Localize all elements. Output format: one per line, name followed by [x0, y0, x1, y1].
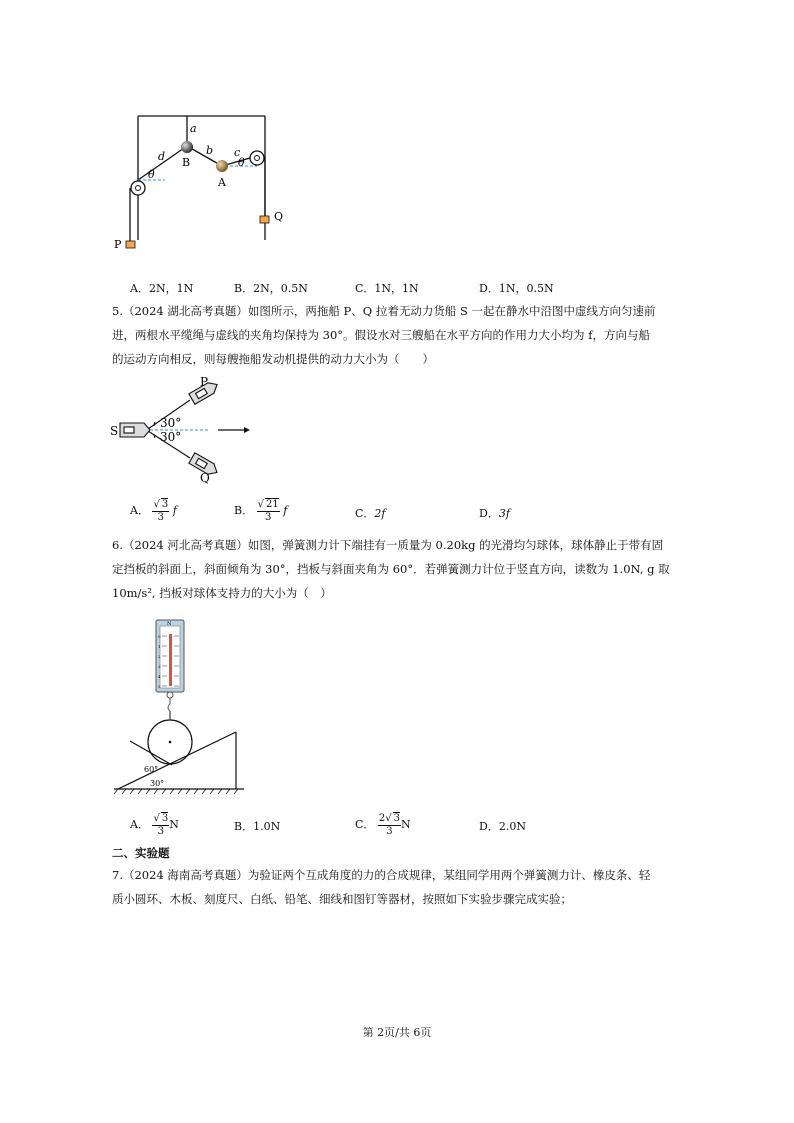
label-theta-left: θ	[148, 168, 155, 181]
label-c: c	[234, 146, 241, 159]
q5-line-2: 进，两根水平缆绳与虚线的夹角均保持为 30°。假设水对三艘船在水平方向的作用力大小均为 f，方向与船	[112, 328, 650, 342]
q5-option-b[interactable]: B． $\frac{√ 21}{3}$ f	[234, 499, 288, 523]
q4-option-d[interactable]: D．1N，0.5N	[479, 282, 554, 295]
label-d: d	[158, 150, 166, 163]
angle-label-top: 30°	[160, 416, 182, 430]
q5-line-1: 5.（2024 湖北高考真题）如图所示，两拖船 P、Q 拉着无动力货船 S 一起在静水中沿图中虚线方向匀速前	[112, 304, 656, 318]
label-P: P	[200, 375, 209, 389]
label-S: S	[110, 424, 119, 438]
pulley-figure	[110, 108, 300, 268]
q6-option-a[interactable]: A． $\frac{√ 3}{3}$ N	[130, 813, 179, 837]
label-Q: Q	[274, 210, 284, 223]
angle-30-label: 30°	[150, 779, 165, 788]
weight-Q	[260, 216, 269, 223]
tick-3: 3	[158, 664, 161, 669]
q5-option-c[interactable]: C．2f	[355, 507, 386, 520]
q6-option-b[interactable]: B．1.0N	[234, 820, 281, 833]
tick-0: 0	[158, 634, 161, 639]
label-B: B	[182, 156, 191, 169]
ball-A	[216, 160, 228, 172]
q4-option-c[interactable]: C．1N，1N	[355, 282, 419, 295]
label-b: b	[206, 144, 214, 157]
q7-line-1: 7.（2024 海南高考真题）为验证两个互成角度的力的合成规律，某组同学用两个弹簧测力计、橡皮条、轻	[112, 868, 651, 882]
q5-line-3: 的运动方向相反，则每艘拖船发动机提供的动力大小为（ ）	[112, 352, 434, 366]
q4-option-b[interactable]: B．2N，0.5N	[234, 282, 308, 295]
label-a: a	[190, 122, 197, 135]
scale-unit-N: N	[167, 621, 172, 627]
tick-4: 4	[158, 674, 161, 679]
tick-2: 2	[158, 654, 161, 659]
label-theta-right: θ	[238, 156, 245, 169]
label-A: A	[218, 176, 226, 189]
q6-line-1: 6.（2024 河北高考真题）如图，弹簧测力计下端挂有一质量为 0.20kg 的光滑均匀球体，球体静止于带有固	[112, 538, 664, 552]
section-title: 二、实验题	[112, 846, 170, 860]
weight-P	[126, 241, 135, 248]
q6-option-c[interactable]: C． $\frac{2√ 3}{3}$ N	[355, 813, 411, 837]
label-P: P	[114, 238, 122, 251]
boats-figure	[110, 372, 260, 484]
ball-B	[181, 141, 193, 153]
label-Q: Q	[200, 471, 210, 484]
q6-option-d[interactable]: D．2.0N	[479, 820, 526, 833]
q5-option-d[interactable]: D．3f	[479, 507, 510, 520]
spring-scale-figure	[110, 612, 260, 800]
angle-label-bottom: 30°	[160, 430, 182, 444]
tick-5: 5	[158, 684, 161, 689]
q5-option-a[interactable]: A． $\frac{√ 3}{3}$ f	[130, 499, 177, 523]
page-footer: 第 2页/共 6页	[362, 1026, 432, 1039]
q4-option-a[interactable]: A．2N，1N	[130, 282, 194, 295]
q6-line-3: 10m/s², 挡板对球体支持力的大小为（ ）	[112, 586, 332, 600]
angle-60-label: 60°	[144, 765, 159, 774]
q6-line-2: 定挡板的斜面上，斜面倾角为 30°，挡板与斜面夹角为 60°．若弹簧测力计位于竖直方向，读数为 1.0N, g 取	[112, 562, 670, 576]
q7-line-2: 质小圆环、木板、刻度尺、白纸、铅笔、细线和图钉等器材，按照如下实验步骤完成实验；	[112, 892, 572, 906]
tick-1: 1	[158, 644, 161, 649]
